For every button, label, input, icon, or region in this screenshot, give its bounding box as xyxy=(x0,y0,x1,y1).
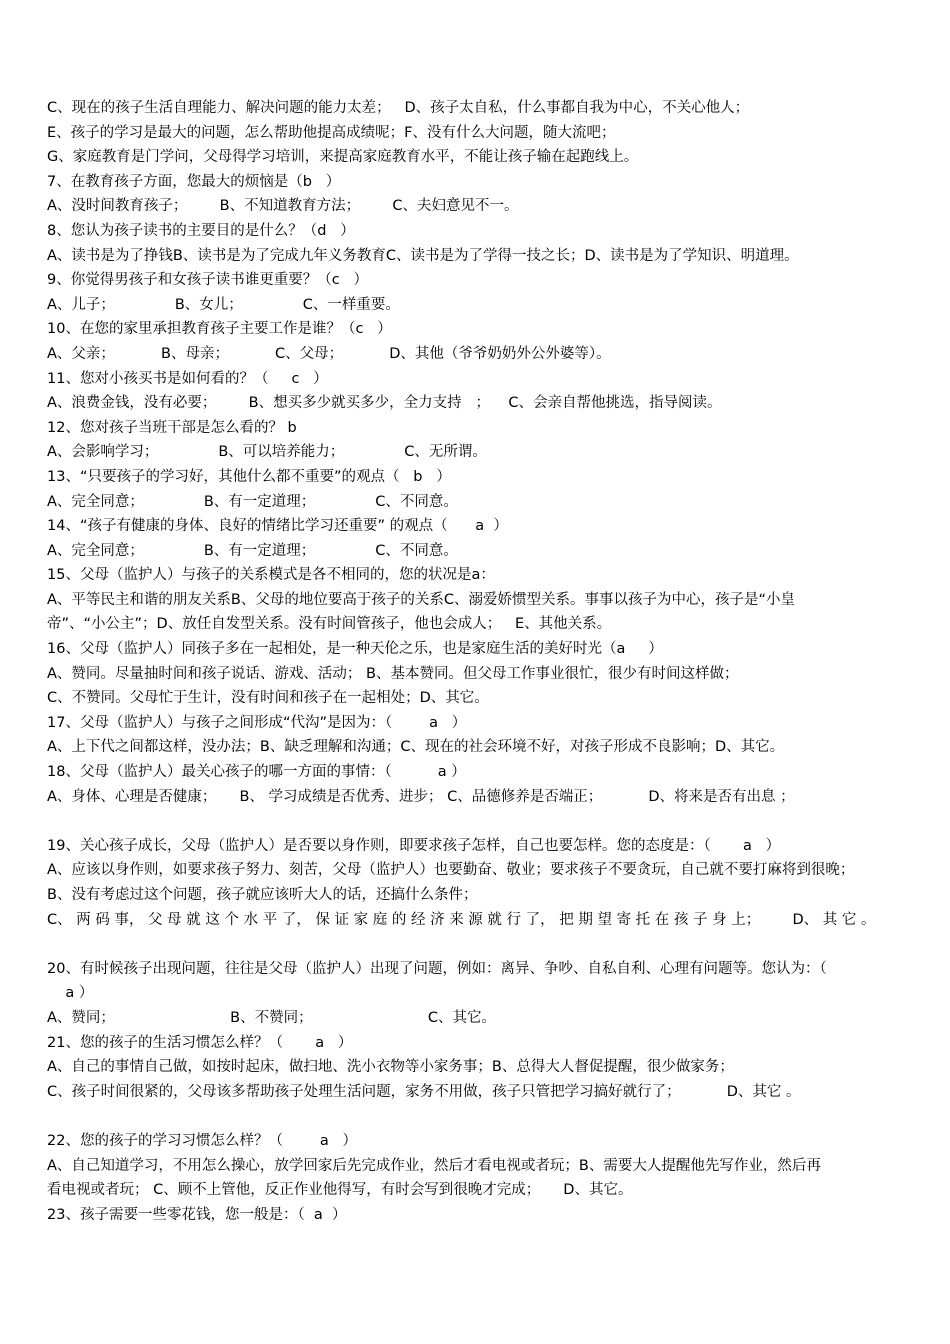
options-12: A、会影响学习； B、可以培养能力； C、无所谓。 xyxy=(47,444,487,461)
question-23: 23、孩子需要一些零花钱，您一般是：（ a ） xyxy=(47,1206,347,1223)
options-15-cont: 帝”、“小公主”；D、放任自发型关系。没有时间管孩子，他也会成人； E、其他关系。 xyxy=(47,616,612,633)
options-21-c: C、孩子时间很紧的，父母该多帮助孩子处理生活问题，家务不用做，孩子只管把学习搞好就行了； D、其它 。 xyxy=(47,1083,801,1100)
question-13: 13、“只要孩子的学习好，其他什么都不重要”的观点（ b ） xyxy=(47,468,451,485)
question-11: 11、您对小孩买书是如何看的？（ c ） xyxy=(47,370,328,387)
question-9: 9、你觉得男孩子和女孩子读书谁更重要？（c ） xyxy=(47,272,369,289)
options-16: A、赞同。尽量抽时间和孩子说话、游戏、活动； B、基本赞同。但父母工作事业很忙，很少有时间这样做； xyxy=(47,665,739,682)
options-7: A、没时间教育孩子； B、不知道教育方法； C、夫妇意见不一。 xyxy=(47,198,519,215)
options-18: A、身体、心理是否健康； B、 学习成绩是否优秀、进步； C、品德修养是否端正； D、将来是否有出息 ； xyxy=(47,788,795,805)
options-15: A、平等民主和谐的朋友关系B、父母的地位要高于孩子的关系C、溺爱娇惯型关系。事事以孩子为中心，孩子是“小皇 xyxy=(47,591,795,608)
options-8: A、读书是为了挣钱B、读书是为了完成九年义务教育C、读书是为了学得一技之长；D、读书是为了学知识、明道理。 xyxy=(47,247,799,264)
options-20: A、赞同； B、不赞同； C、其它。 xyxy=(47,1009,496,1026)
options-16-cont: C、不赞同。父母忙于生计，没有时间和孩子在一起相处；D、其它。 xyxy=(47,690,489,707)
question-14: 14、“孩子有健康的身体、良好的情绪比学习还重要” 的观点（ a ） xyxy=(47,518,508,535)
options-9: A、儿子； B、女儿； C、一样重要。 xyxy=(47,296,400,313)
blank-line xyxy=(47,932,917,957)
question-15: 15、父母（监护人）与孩子的关系模式是各不相同的，您的状况是a： xyxy=(47,567,495,584)
question-10: 10、在您的家里承担教育孩子主要工作是谁？（c ） xyxy=(47,321,392,338)
options-22: A、自己知道学习，不用怎么操心，放学回家后先完成作业，然后才看电视或者玩；B、需要大人提醒他先写作业，然后再 xyxy=(47,1157,821,1174)
options-14: A、完全同意； B、有一定道理； C、不同意。 xyxy=(47,542,458,559)
blank-line xyxy=(47,1104,917,1129)
question-7: 7、在教育孩子方面，您最大的烦恼是（b ） xyxy=(47,173,341,190)
options-17: A、上下代之间都这样，没办法；B、缺乏理解和沟通；C、现在的社会环境不好，对孩子形成不良影响；D、其它。 xyxy=(47,739,785,756)
question-8: 8、您认为孩子读书的主要目的是什么？（d ） xyxy=(47,222,355,239)
question-21: 21、您的孩子的生活习惯怎么样？（ a ） xyxy=(47,1034,353,1051)
options-21-a: A、自己的事情自己做，如按时起床，做扫地、洗小衣物等小家务事；B、总得大人督促提醒，很少做家务； xyxy=(47,1059,734,1076)
question-12: 12、您对孩子当班干部是怎么看的？ b xyxy=(47,419,297,436)
options-22-cont: 看电视或者玩； C、顾不上管他，反正作业他得写，有时会写到很晚才完成； D、其它。 xyxy=(47,1182,633,1199)
options-19-c: C、 两 码 事， 父 母 就 这 个 水 平 了， 保 证 家 庭 的 经 济 来 源 就 行 了， 把 期 望 寄 托 在 孩 子 身 上； D、 其 它 。 xyxy=(47,911,876,928)
options-10: A、父亲； B、母亲； C、父母； D、其他（爷爷奶奶外公外婆等）。 xyxy=(47,345,611,362)
question-20: 20、有时候孩子出现问题，往往是父母（监护人）出现了问题，例如：离异、争吵、自私自利、心理有问题等。您认为：（ xyxy=(47,960,827,977)
document-page xyxy=(47,96,917,1227)
question-17: 17、父母（监护人）与孩子之间形成“代沟”是因为：（ a ） xyxy=(47,714,467,731)
question-20-answer: a ） xyxy=(47,985,94,1002)
options-19-b: B、没有考虑过这个问题，孩子就应该听大人的话，还搞什么条件； xyxy=(47,887,478,903)
options-19-a: A、应该以身作则，如要求孩子努力、刻苦，父母（监护人）也要勤奋、敬业；要求孩子不要贪玩，自己就不要打麻将到很晚； xyxy=(47,862,855,879)
question-19: 19、关心孩子成长，父母（监护人）是否要以身作则，即要求孩子怎样，自己也要怎样。您的态度是：（ a ） xyxy=(47,837,781,854)
text-line: C、现在的孩子生活自理能力、解决问题的能力太差； D、孩子太自私，什么事都自我为中心，不关心他人； xyxy=(47,100,750,116)
text-line: G、家庭教育是门学问，父母得学习培训，来提高家庭教育水平，不能让孩子输在起跑线上。 xyxy=(47,149,639,166)
blank-line xyxy=(47,809,917,834)
options-13: A、完全同意； B、有一定道理； C、不同意。 xyxy=(47,493,458,510)
options-11: A、浪费金钱，没有必要； B、想买多少就买多少，全力支持 ； C、会亲自帮他挑选，指导阅读。 xyxy=(47,395,722,412)
question-16: 16、父母（监护人）同孩子多在一起相处，是一种天伦之乐，也是家庭生活的美好时光（a ） xyxy=(47,641,663,658)
question-22: 22、您的孩子的学习习惯怎么样？（ a ） xyxy=(47,1132,358,1149)
text-line: E、孩子的学习是最大的问题，怎么帮助他提高成绩呢；F、没有什么大问题，随大流吧； xyxy=(47,124,616,141)
question-18: 18、父母（监护人）最关心孩子的哪一方面的事情：（ a ） xyxy=(47,764,466,781)
